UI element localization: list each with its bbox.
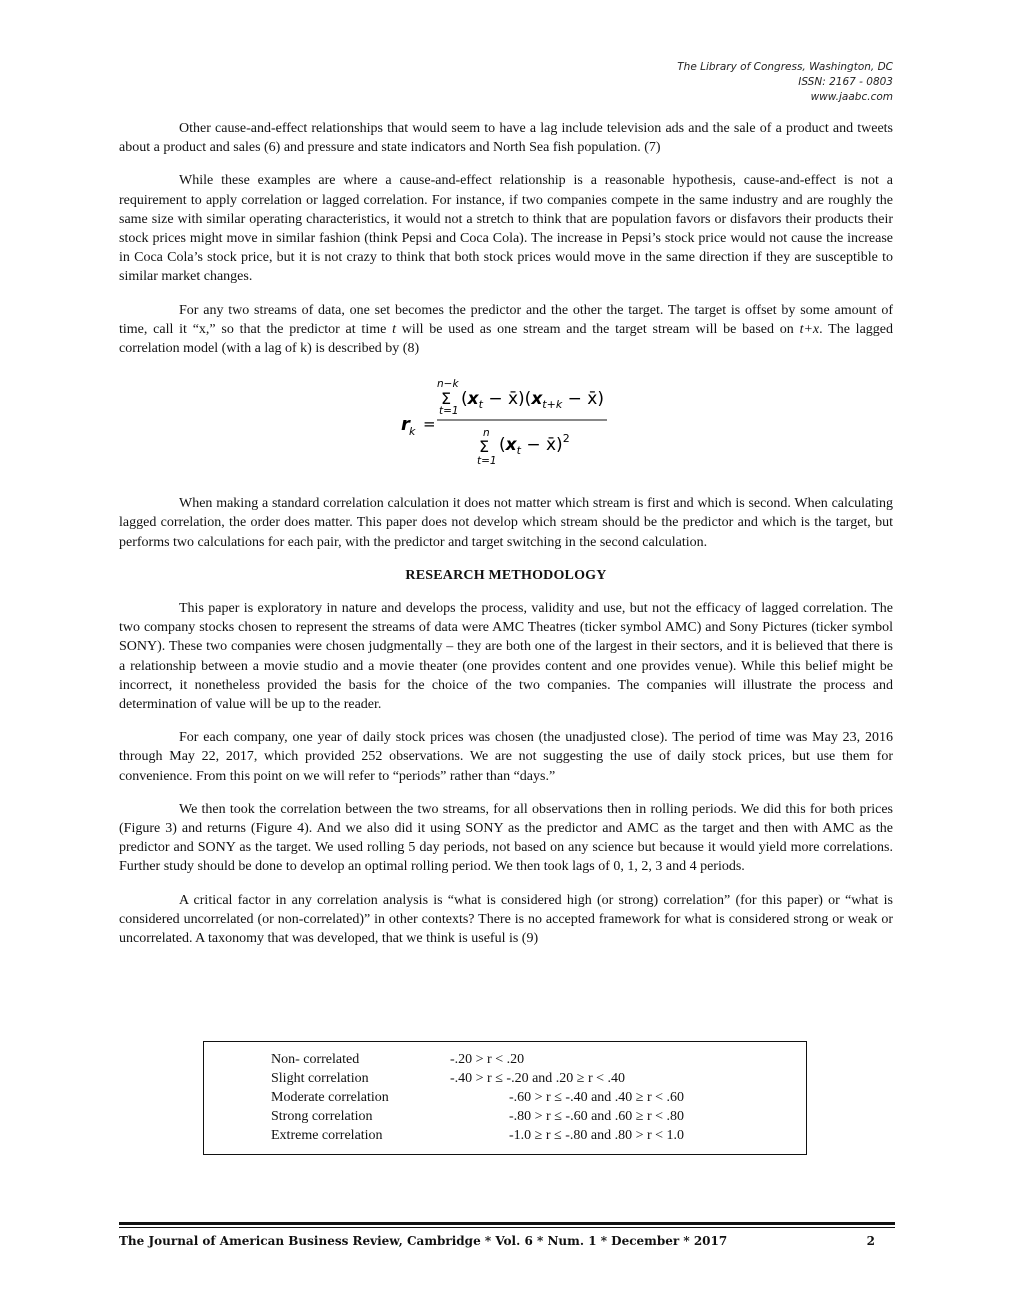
p3-time-tx: t+x [799, 321, 820, 337]
taxonomy-label: Non- correlated [271, 1052, 360, 1067]
p3-part-c: . The lagged correlation model (with a lag of k) is described by (8) [119, 321, 894, 357]
page-header [677, 60, 893, 105]
header-website: www.jaabc.com [810, 91, 893, 103]
taxonomy-range: -.80 > r ≤ -.60 and .60 ≥ r < .80 [509, 1109, 685, 1124]
page-footer [119, 1234, 875, 1248]
formula-num-upper: n−k [437, 378, 459, 391]
p3-time-t: t [392, 321, 396, 337]
taxonomy-range: -.20 > r < .20 [450, 1052, 525, 1067]
formula-denominator: ($x_t$ − x̄)$^2$ [499, 432, 570, 458]
footer-journal: The Journal of American Business Review, Cambridge * Vol. 6 * Num. 1 * December * 2017 [119, 1234, 728, 1248]
paragraph-daily-prices: For each company, one year of daily stock prices was chosen (the unadjusted close). The period of time was May 23, 2016 through May 22, 2017, which provided 252 observations. We are not suggesting the use of daily stock prices, but use them for convenience. From this point on we will refer to “periods” rather than “days.” [119, 730, 893, 784]
header-issn: ISSN: 2167 - 0803 [798, 76, 893, 88]
paragraph-predictor-target [119, 301, 893, 359]
footer-page-number: 2 [866, 1234, 875, 1248]
section-heading-methodology: RESEARCH METHODOLOGY [405, 567, 607, 583]
taxonomy-label: Moderate correlation [271, 1090, 389, 1105]
taxonomy-label: Extreme correlation [271, 1128, 383, 1143]
formula-den-upper: n [483, 427, 490, 440]
formula-lhs-sub: k [409, 425, 416, 439]
paragraph-lag-examples: Other cause-and-effect relationships that would seem to have a lag include television ads and the sale of a product and tweets about a product and sales (6) and pressure and state indicators and North Sea fish population. (7) [119, 121, 893, 156]
formula-svg [401, 374, 641, 479]
paragraph-rolling-periods: We then took the correlation between the two streams, for all observations then in rolling periods. We did this for both prices (Figure 3) and returns (Figure 4). And we also did it using SONY as the predictor and AMC as the target and then with AMC as the predictor and SONY as the target. We used rolling 5 day periods, not based on any science but because it would yield more correlations. Further study should be done to develop an optimal rolling period. We then took lags of 0, 1, 2, 3 and 4 periods. [119, 801, 893, 875]
footer-rule-thick [119, 1222, 895, 1225]
taxonomy-label: Strong correlation [271, 1109, 373, 1124]
formula-equals: = [423, 415, 436, 434]
formula-den-lower: t=1 [477, 455, 497, 468]
formula-numerator: ($x_t$ − $x̄)(x_{t+k}$ − x̄) [461, 389, 604, 412]
p3-part-b: will be used as one stream and the target stream will be based on [395, 321, 800, 337]
paragraph-cause-effect: While these examples are where a cause-and-effect relationship is a reasonable hypothesis, cause-and-effect is not a requirement to apply correlation or lagged correlation. For instance, if two companies compete in the same industry and are roughly the same size with similar operating characteristics, it would not a stretch to think that are population favors or disfavors their products their stock prices might move in similar fashion (think Pepsi and Coca Cola). The increase in Pepsi’s stock price would not cause the increase in Coca Cola’s stock price, but it is not crazy to think that both stock prices would move in the same direction if they are susceptible to similar market changes. [119, 173, 893, 285]
header-library: The Library of Congress, Washington, DC [677, 61, 893, 73]
formula-num-sigma: Σ [441, 389, 452, 409]
correlation-taxonomy-box [203, 1041, 807, 1155]
taxonomy-label: Slight correlation [271, 1071, 369, 1086]
footer-rule-thin [119, 1227, 895, 1228]
paragraph-critical-factor: A critical factor in any correlation analysis is “what is considered high (or strong) correlation” (for this paper) or “what is considered uncorrelated (or non-correlated)” in other contexts? There is no accepted framework for what is considered strong or weak or uncorrelated. A taxonomy that was developed, that we think is useful is (9) [119, 892, 893, 947]
formula-num-lower: t=1 [439, 405, 459, 418]
paragraph-order-matters: When making a standard correlation calculation it does not matter which stream is first and which is second. When calculating lagged correlation, the order does matter. This paper does not develop which stream should be the predictor and which is the target, but performs two calculations for each pair, with the predictor and target switching in the second calculation. [119, 496, 893, 550]
taxonomy-range: -.40 > r ≤ -.20 and .20 ≥ r < .40 [450, 1071, 626, 1086]
formula-den-sigma: Σ [479, 437, 490, 457]
taxonomy-range: -.60 > r ≤ -.40 and .40 ≥ r < .60 [509, 1090, 685, 1105]
lagged-correlation-formula [119, 372, 893, 482]
formula-lhs: r [401, 414, 410, 436]
paragraph-exploratory: This paper is exploratory in nature and develops the process, validity and use, but not the efficacy of lagged correlation. The two company stocks chosen to represent the streams of data were AMC Theatres (ticker symbol AMC) and Sony Pictures (ticker symbol SONY). These two companies were chosen judgmentally – they are both one of the largest in their sectors, and it is believed that there is a relationship between a movie studio and a movie theater (one provides content and one provides venue). While this belief might be incorrect, it nonetheless provided the basis for the choice of the two companies. The companies will illustrate the process and determination of value will be up to the reader. [119, 601, 893, 713]
main-content [119, 119, 894, 1143]
taxonomy-range: -1.0 ≥ r ≤ -.80 and .80 > r < 1.0 [509, 1128, 685, 1143]
p3-part-a: For any two streams of data, one set becomes the predictor and the other the target. The target is offset by some amount of time, call it “x,” so that the predictor at time [119, 302, 893, 337]
